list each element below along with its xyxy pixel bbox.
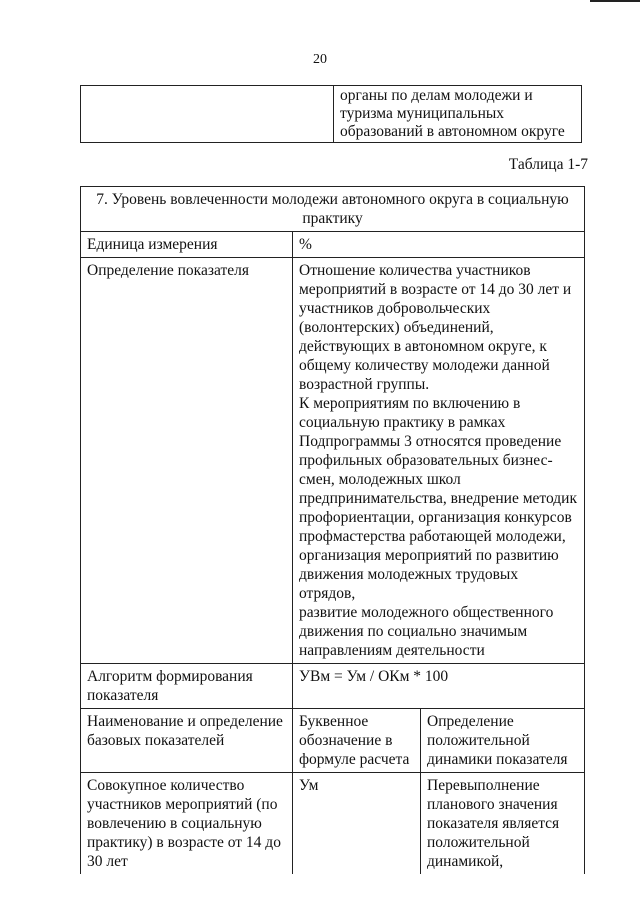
text-line: показателя является	[427, 815, 560, 832]
indicator-table	[80, 186, 585, 874]
definition-row	[81, 258, 585, 664]
text-line: планового значения	[427, 796, 558, 813]
text-line: туризма муниципальных	[340, 105, 505, 122]
text-line: общему количеству молодежи данной	[299, 357, 550, 374]
indicator-title	[81, 187, 585, 232]
base-indicators-header	[81, 709, 293, 773]
continued-left-cell	[81, 86, 334, 143]
text-line: Буквенное	[299, 713, 369, 730]
text-line: положительной	[427, 834, 530, 851]
text-line: положительной	[427, 732, 530, 749]
text-line: К мероприятиям по включению в	[299, 395, 521, 412]
corner-rule	[590, 0, 640, 2]
page-number: 20	[313, 52, 327, 67]
text-line: образований в автономном округе	[340, 123, 565, 140]
text-line: движения молодежных трудовых отрядов,	[299, 566, 519, 602]
base-indicator-dynamics	[421, 773, 585, 875]
unit-row	[81, 232, 585, 258]
text-line: Отношение количества участников	[299, 262, 531, 279]
text-line: участников мероприятий (по	[87, 796, 278, 813]
text-line: действующих в автономном округе, к	[299, 338, 547, 355]
unit-value: %	[293, 232, 585, 258]
text-line: направлениям деятельности	[299, 642, 485, 659]
continued-right-cell	[334, 86, 582, 143]
base-indicator-name	[81, 773, 293, 875]
text-line: развитие молодежного общественного	[299, 604, 554, 621]
text-line: 7. Уровень вовлеченности молодежи автономного округа в социальную	[96, 191, 569, 208]
text-line: организация мероприятий по развитию	[299, 547, 559, 564]
text-line: базовых показателей	[87, 732, 225, 749]
text-line: социальную практику в рамках	[299, 414, 506, 431]
text-line: Перевыполнение	[427, 777, 540, 794]
text-line: 30 лет	[87, 853, 128, 870]
algorithm-formula: УВм = Ум / ОКм * 100	[293, 664, 585, 709]
algorithm-row	[81, 664, 585, 709]
text-line: профмастерства работающей молодежи,	[299, 528, 566, 545]
dynamics-header	[421, 709, 585, 773]
table-label: Таблица 1-7	[508, 156, 588, 173]
text-line: движения по социально значимым	[299, 623, 528, 640]
text-line: обозначение в	[299, 732, 393, 749]
text-line: (волонтерских) объединений,	[299, 319, 494, 336]
text-line: предпринимательства, внедрение методик	[299, 490, 577, 507]
text-line: Определение	[427, 713, 514, 730]
text-line: Совокупное количество	[87, 777, 245, 794]
text-line: смен, молодежных школ	[299, 471, 461, 488]
text-line: Наименование и определение	[87, 713, 283, 730]
text-line: Алгоритм формирования	[87, 668, 253, 685]
text-line: формуле расчета	[299, 751, 410, 768]
definition-label: Определение показателя	[81, 258, 293, 664]
base-indicator-letter: Ум	[293, 773, 421, 875]
table-row	[81, 773, 585, 875]
text-line: мероприятий в возрасте от 14 до 30 лет и	[299, 281, 572, 298]
text-line: практику	[302, 210, 363, 227]
definition-text	[293, 258, 585, 664]
text-line: участников добровольческих	[299, 300, 491, 317]
letter-designation-header	[293, 709, 421, 773]
text-line: профориентации, организация конкурсов	[299, 509, 572, 526]
base-header-row	[81, 709, 585, 773]
text-line: органы по делам молодежи и	[340, 87, 533, 104]
text-line: динамикой,	[427, 853, 504, 870]
continued-table	[80, 85, 582, 143]
text-line: профильных образовательных бизнес-	[299, 452, 553, 469]
text-line: Подпрограммы 3 относятся проведение	[299, 433, 562, 450]
text-line: показателя	[87, 687, 159, 704]
unit-label: Единица измерения	[81, 232, 293, 258]
title-row	[81, 187, 585, 232]
text-line: динамики показателя	[427, 751, 568, 768]
text-line: практику) в возрасте от 14 до	[87, 834, 281, 851]
algorithm-label	[81, 664, 293, 709]
text-line: возрастной группы.	[299, 376, 430, 393]
text-line: вовлечению в социальную	[87, 815, 262, 832]
